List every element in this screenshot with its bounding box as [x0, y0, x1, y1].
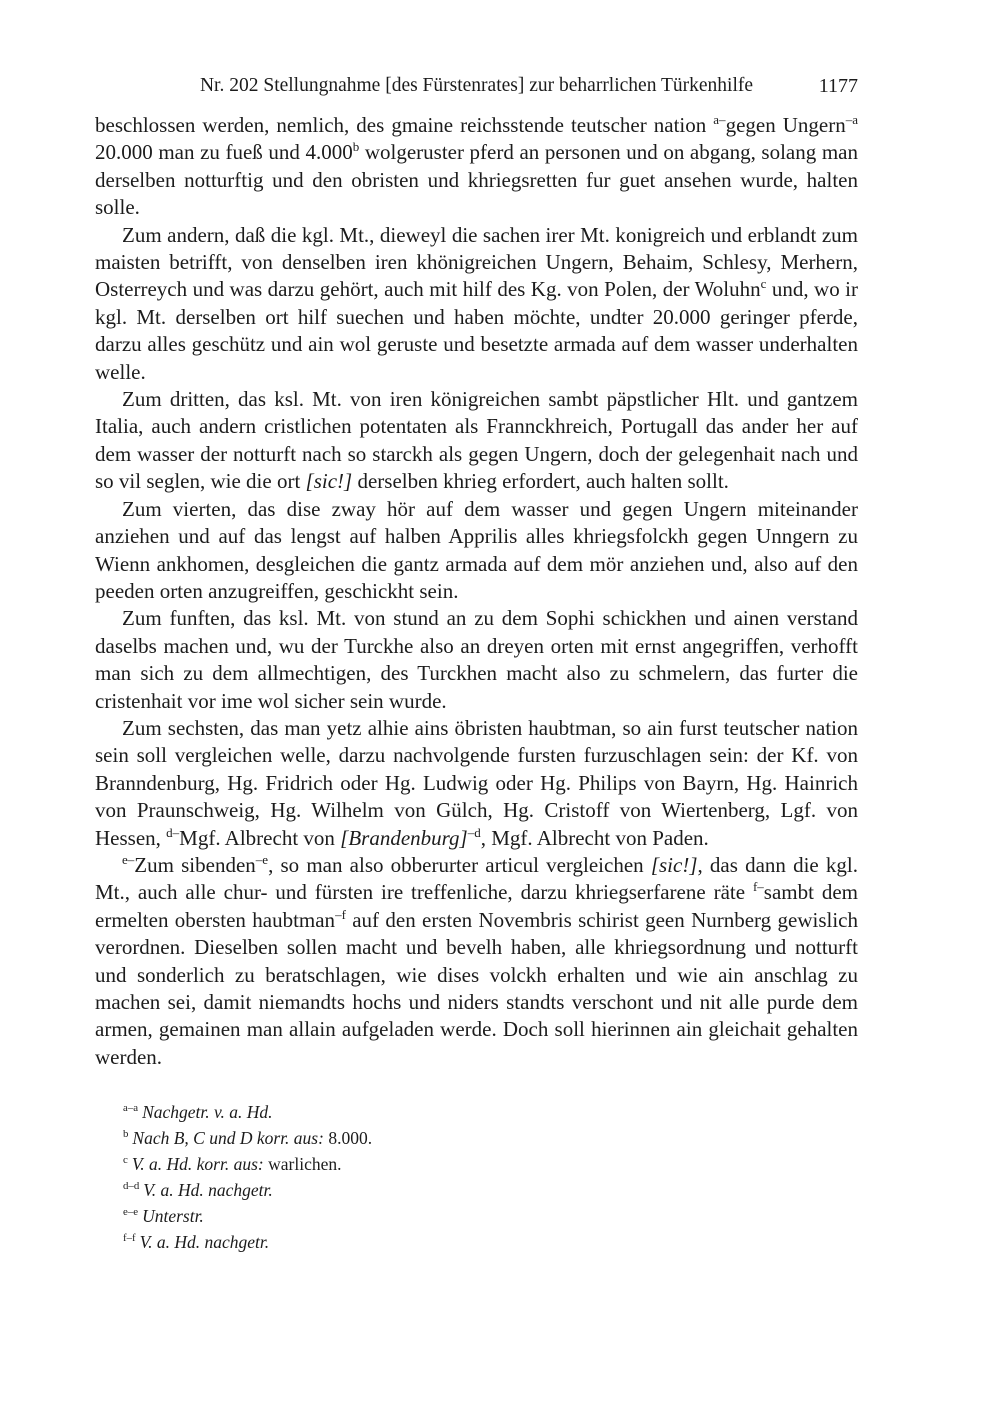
paragraph	[95, 496, 858, 606]
footnotes	[95, 1099, 858, 1255]
footnote-marker: d–d	[123, 1180, 140, 1193]
text-run: wolgeruster pferd an personen und on abgang, solang man derselben notturftig und den obristen und khriegsretten fur guet ansehen wurde, halten solle.	[95, 140, 858, 220]
text-run: sambt dem ermelten obersten haubtman	[95, 880, 858, 932]
text-run: und, wo ir kgl. Mt. derselben ort hilf suechen und haben möchte, undter 20.000 geringer pferde, darzu alles geschütz und ain wol geruste und besetzte armada auf dem wasser underhalten welle.	[95, 277, 858, 384]
text-run: Zum vierten, das dise zway hör auf dem wasser und gegen Ungern miteinander anziehen und auf das lengst auf halben Apprilis alles khriegsfolckh gegen Unngern zu Wienn ankhomen, desgleichen die gantz armada auf dem mör anziehen und, also auf den peeden orten anzugreiffen, geschickht sein.	[95, 496, 858, 603]
text-run: Zum sechsten, das man yetz alhie ains öbristen haubtman, so ain furst teutscher nation sein soll vergleichen welle, darzu nachvolgende fursten furzuschlagen sein: der Kf. von Branndenburg, Hg. Fridrich oder Hg. Ludwig oder Hg. Philips von Bayrn, Hg. Hainrich von Praunschweig, Hg. Wilhelm von Gülch, Hg. Cristoff von Wiertenberg, Lgf. von Hessen,	[95, 715, 858, 850]
paragraph	[95, 222, 858, 386]
paragraph	[95, 112, 858, 222]
text-run: , Mgf. Albrecht von Paden.	[480, 825, 709, 850]
footnote-marker: c	[123, 1154, 128, 1167]
running-head-title: Nr. 202 Stellungnahme [des Fürstenrates] zur beharrlichen Türkenhilfe	[199, 75, 754, 96]
italic-text: V. a. Hd. nachgetr.	[139, 1232, 270, 1253]
note-marker: –d	[467, 824, 481, 840]
italic-text: V. a. Hd. nachgetr.	[143, 1180, 273, 1201]
note-marker: c	[760, 276, 767, 292]
italic-text: Nach B, C und D korr. aus:	[132, 1128, 324, 1149]
note-marker: –e	[255, 851, 269, 867]
text-run: Zum andern, daß die kgl. Mt., dieweyl die sachen irer Mt. konigreich und erblandt zum maisten betrifft, von denselben iren khönigreichen Ungern, Behaim, Schlesy, Merhern, Osterreych und was darzu gehört, auch mit hilf des Kg. von Polen, der Woluhn	[95, 222, 858, 302]
footnote-marker: e–e	[123, 1206, 139, 1219]
note-marker: –a	[845, 112, 858, 127]
note-marker: a–	[713, 112, 726, 127]
text-run: beschlossen werden, nemlich, des gmaine reichsstende teutscher nation	[95, 113, 714, 137]
italic-text: [sic!]	[650, 852, 698, 877]
note-marker: b	[352, 139, 360, 155]
paragraph	[95, 605, 858, 715]
footnote	[95, 1125, 858, 1151]
footnote-marker: f–f	[123, 1232, 136, 1245]
note-marker: e–	[122, 851, 135, 867]
paragraph	[95, 852, 858, 1071]
text-run: , so man also obberurter articul vergleichen	[268, 852, 651, 877]
footnote-marker: b	[123, 1128, 129, 1141]
text-run: derselben khrieg erfordert, auch halten sollt.	[352, 469, 729, 494]
page-header	[95, 74, 858, 98]
paragraph	[95, 715, 858, 852]
footnote-marker: a–a	[123, 1102, 139, 1115]
text-run: Zum sibenden	[134, 852, 256, 877]
text-run: warlichen.	[263, 1154, 342, 1175]
footnote	[95, 1151, 858, 1177]
paragraph	[95, 386, 858, 496]
note-marker: d–	[166, 824, 180, 840]
text-run: Zum dritten, das ksl. Mt. von iren königreichen sambt päpstlicher Hlt. und gantzem Italia, auch andern cristlichen potentaten als Frannckhreich, Portugall das ander her auf dem wasser der notturft nach so starckh als gegen Ungern, doch der gelegenhait nach und so vil seglen, wie die ort	[95, 387, 858, 494]
footnote	[95, 1229, 858, 1255]
text-run: 20.000 man zu fueß und 4.000	[95, 140, 353, 165]
note-marker: f–	[752, 879, 764, 895]
text-run: Zum funften, das ksl. Mt. von stund an zu dem Sophi schickhen und ainen verstand daselbs machen und, wu der Turckhe also an dreyen orten mit ernst angegriffen, verhofft man sich zu dem allmechtigen, des Turckhen macht also zu schmelern, das furter die cristenhait vor ime wol sicher sein wurde.	[95, 606, 858, 713]
italic-text: [Brandenburg]	[340, 825, 468, 850]
text-run: , das dann die kgl. Mt., auch alle chur- und fürsten ire treffenliche, darzu khriegserfarene räte	[95, 852, 858, 905]
text-run: auf den ersten Novembris schirist geen Nurnberg gewislich verordnen. Dieselben sollen macht und bevelh haben, alle khriegsordnung und notturft und sonderlich zu beratschlagen, wie dises volckh erhalten und wie ain anschlag zu machen sei, damit niemandts hochs und niders standts verschont und nit alle purde dem armen, gemainen man allain aufgeladen werde. Doch soll hierinnen ain gleichait gehalten werden.	[95, 907, 858, 1069]
italic-text: V. a. Hd. korr. aus:	[131, 1154, 264, 1175]
footnote	[95, 1099, 858, 1125]
body-text	[95, 112, 858, 1071]
text-run: gegen Ungern	[725, 113, 846, 137]
footnote	[95, 1203, 858, 1229]
text-run: 8.000.	[323, 1128, 373, 1149]
page-number: 1177	[818, 75, 858, 97]
text-run: Mgf. Albrecht von	[179, 825, 341, 850]
italic-text: [sic!]	[305, 469, 353, 494]
note-marker: –f	[335, 906, 346, 922]
italic-text: Unterstr.	[142, 1206, 204, 1227]
italic-text: Nachgetr. v. a. Hd.	[142, 1102, 273, 1123]
footnote	[95, 1177, 858, 1203]
